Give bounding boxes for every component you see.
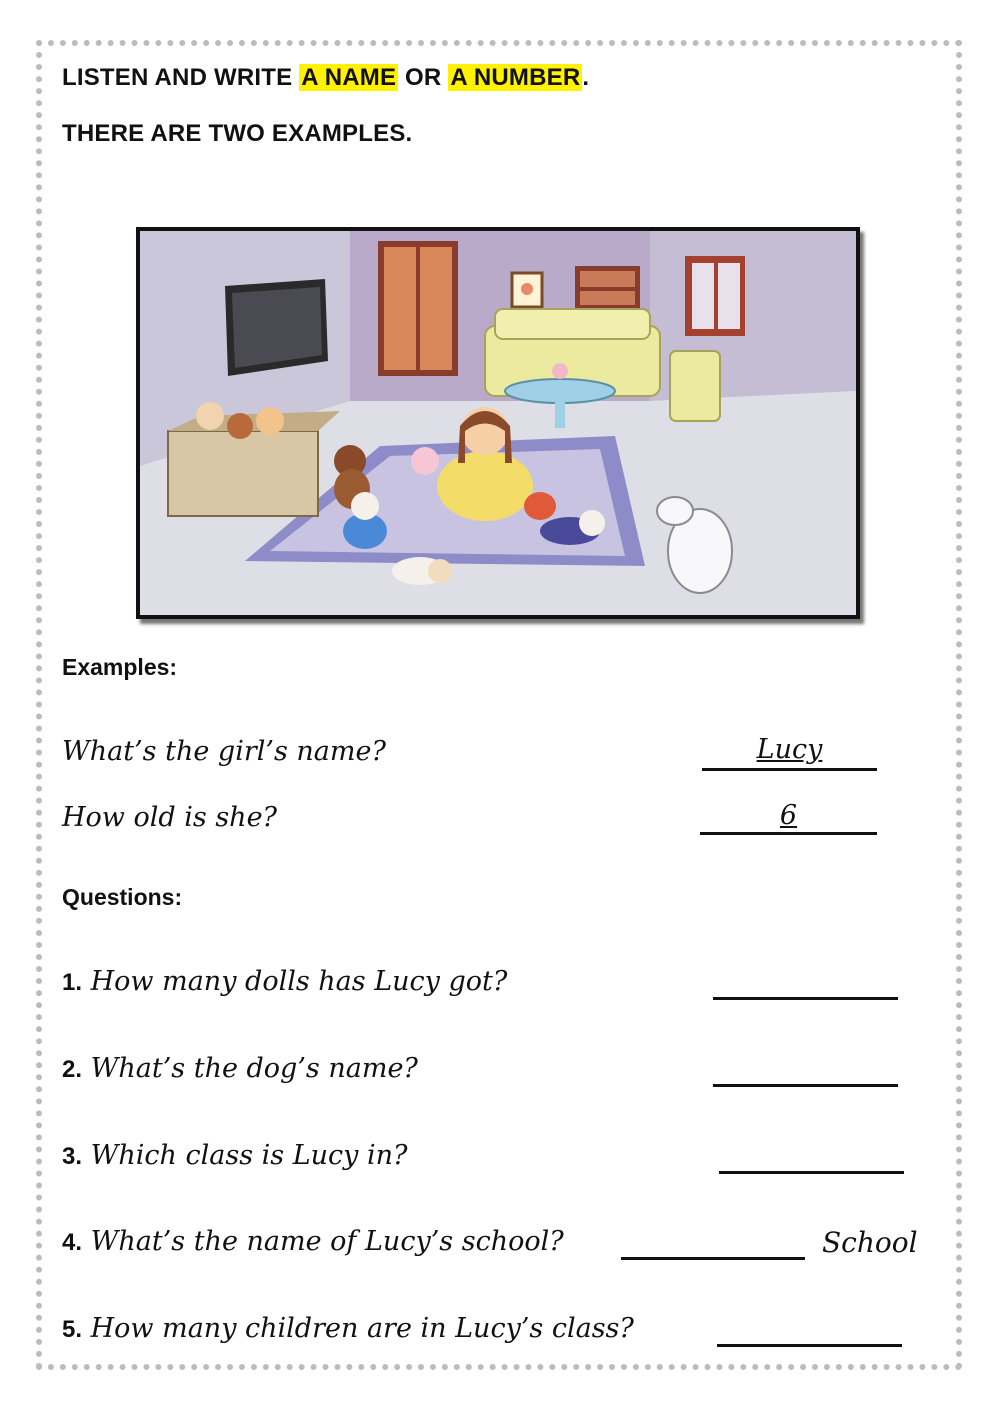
question-2-number: 2. (62, 1056, 83, 1083)
question-4-number: 4. (62, 1229, 83, 1256)
instruction-line-2: THERE ARE TWO EXAMPLES. (62, 120, 413, 147)
question-3-text: Which class is Lucy in? (90, 1140, 408, 1171)
question-5-text: How many children are in Lucy’s class? (90, 1313, 634, 1344)
answer-blank-1[interactable] (713, 997, 898, 1000)
example-answer-1-text: Lucy (756, 734, 823, 765)
question-5 (62, 1313, 634, 1344)
question-2-text: What’s the dog’s name? (90, 1053, 418, 1084)
question-5-number: 5. (62, 1316, 83, 1343)
question-4 (62, 1226, 564, 1257)
example-answer-2 (700, 800, 877, 831)
example-answer-2-text: 6 (779, 800, 798, 831)
school-suffix: School (822, 1226, 918, 1259)
instruction-line-1 (62, 64, 589, 92)
answer-blank-3[interactable] (719, 1171, 904, 1174)
example-answer-line-2 (700, 832, 877, 835)
question-1 (62, 966, 507, 997)
answer-blank-2[interactable] (713, 1084, 898, 1087)
question-4-text: What’s the name of Lucy’s school? (90, 1226, 564, 1257)
answer-blank-5[interactable] (717, 1344, 902, 1347)
instruction-or: OR (405, 64, 442, 91)
example-answer-1 (702, 734, 877, 765)
example-question-1: What’s the girl’s name? (62, 736, 386, 767)
example-answer-line-1 (702, 768, 877, 771)
room-scene-image (140, 231, 856, 615)
highlight-a-number: A NUMBER (450, 64, 581, 91)
question-1-number: 1. (62, 969, 83, 996)
instruction-period: . (582, 64, 590, 91)
question-3-number: 3. (62, 1143, 83, 1170)
example-question-2: How old is she? (62, 802, 278, 833)
question-1-text: How many dolls has Lucy got? (90, 966, 508, 997)
questions-heading: Questions: (62, 884, 183, 910)
question-3 (62, 1140, 407, 1171)
question-2 (62, 1053, 418, 1084)
examples-heading: Examples: (62, 654, 178, 680)
highlight-a-name: A NAME (301, 64, 397, 91)
answer-blank-4[interactable] (621, 1257, 805, 1260)
instruction-text: LISTEN AND WRITE (62, 64, 293, 91)
room-illustration (136, 227, 860, 619)
